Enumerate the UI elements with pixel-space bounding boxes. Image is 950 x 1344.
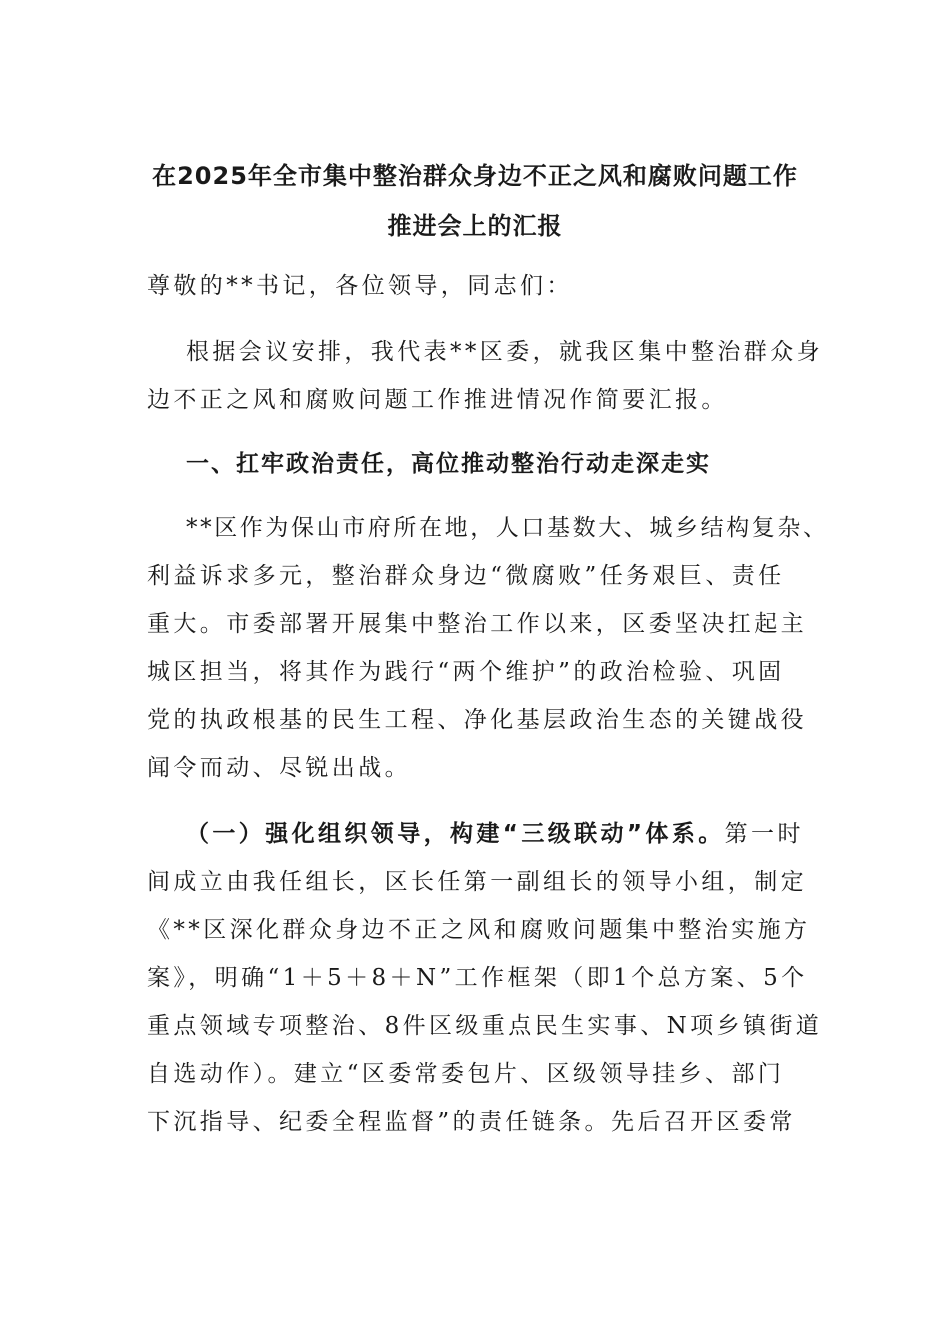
- subsection-1-heading: （一）强化组织领导，构建“三级联动”体系。: [186, 821, 725, 847]
- document-title-line-2: 推进会上的汇报: [387, 212, 563, 240]
- subsection-1-line-5: 重点领域专项整治、8件区级重点民生实事、N项乡镇街道: [147, 1013, 823, 1039]
- subsection-1-line-3: 《**区深化群众身边不正之风和腐败问题集中整治实施方: [147, 917, 811, 943]
- subsection-1-line-6: 自选动作）。建立“区委常委包片、区级领导挂乡、部门: [147, 1061, 785, 1087]
- section-1-line-5: 党的执政根基的民生工程、净化基层政治生态的关键战役: [147, 707, 807, 733]
- section-1-line-2: 利益诉求多元，整治群众身边“微腐败”任务艰巨、责任: [147, 563, 785, 589]
- subsection-1-line-2: 间成立由我任组长，区长任第一副组长的领导小组，制定: [147, 869, 807, 895]
- intro-line-1: 根据会议安排，我代表**区委，就我区集中整治群众身: [186, 339, 823, 365]
- document-title-line-1: 在2025年全市集中整治群众身边不正之风和腐败问题工作: [152, 162, 798, 190]
- section-1-heading: 一、扛牢政治责任，高位推动整治行动走深走实: [186, 451, 711, 477]
- intro-line-2: 边不正之风和腐败问题工作推进情况作简要汇报。: [147, 387, 728, 413]
- subsection-1-first-line: [186, 819, 804, 849]
- subsection-1-line-7: 下沉指导、纪委全程监督”的责任链条。先后召开区委常: [147, 1109, 796, 1135]
- salutation: 尊敬的**书记，各位领导，同志们：: [147, 273, 573, 299]
- subsection-1-line-4: 案》，明确“1＋5＋8＋N”工作框架（即1个总方案、5个: [147, 965, 808, 991]
- section-1-line-1: **区作为保山市府所在地，人口基数大、城乡结构复杂、: [186, 515, 829, 541]
- subsection-1-first-line-rest: 第一时: [724, 821, 804, 847]
- section-1-line-6: 闻令而动、尽锐出战。: [147, 755, 411, 781]
- section-1-line-3: 重大。市委部署开展集中整治工作以来，区委坚决扛起主: [147, 611, 807, 637]
- section-1-line-4: 城区担当，将其作为践行“两个维护”的政治检验、巩固: [147, 659, 785, 685]
